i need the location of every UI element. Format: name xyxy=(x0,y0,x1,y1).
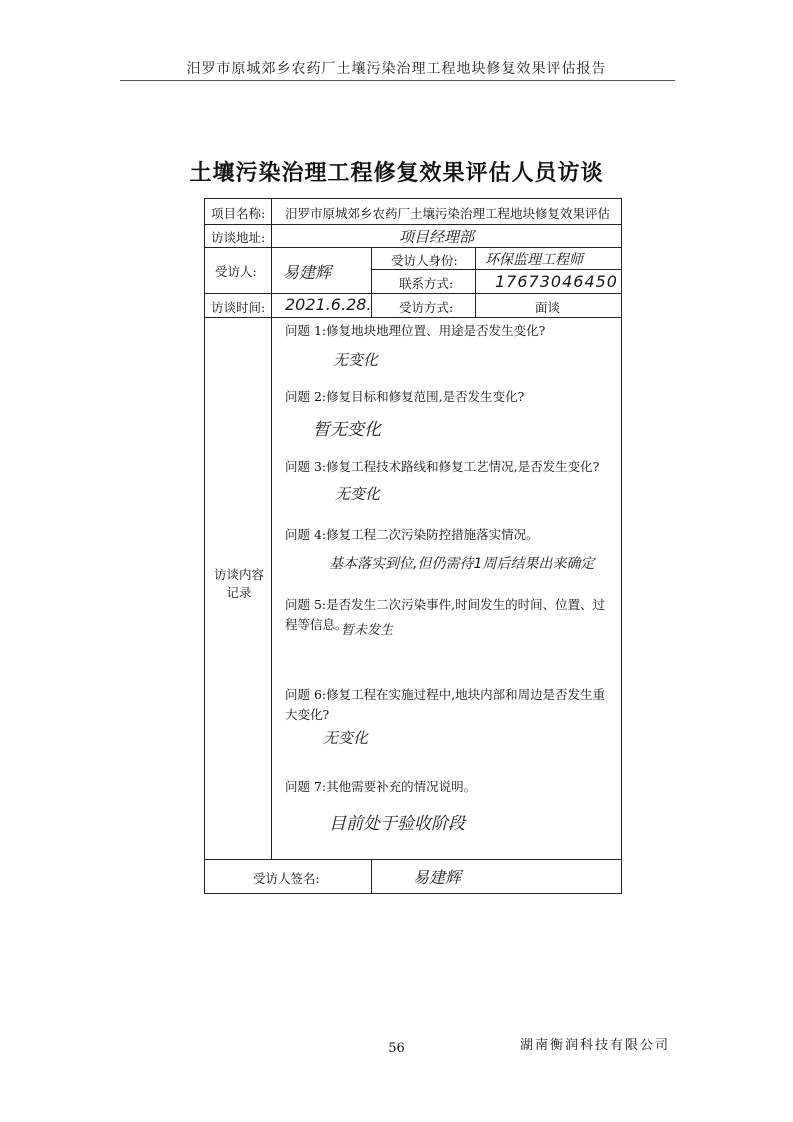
row-divider xyxy=(371,269,621,270)
record-label-line2: 记录 xyxy=(226,585,252,600)
contact-handwritten: 17673046450 xyxy=(495,272,618,291)
question-text: 是否发生二次污染事件,时间发生的时间、位置、过程等信息。 xyxy=(285,597,606,632)
question-text: 修复工程在实施过程中,地块内部和周边是否发生重大变化? xyxy=(285,687,606,722)
identity-label: 受访人身份: xyxy=(391,253,458,268)
question-7 xyxy=(285,777,615,797)
row-divider xyxy=(205,317,621,318)
question-6 xyxy=(285,685,615,725)
answer-6-handwritten: 无变化 xyxy=(323,729,369,747)
question-1 xyxy=(285,321,615,341)
method-label: 受访方式: xyxy=(399,300,454,315)
question-label: 问题 2: xyxy=(285,389,327,404)
signature-handwritten: 易建辉 xyxy=(413,868,462,887)
record-label-line1: 访谈内容 xyxy=(213,567,264,582)
question-text: 修复工程二次污染防控措施落实情况。 xyxy=(326,527,539,542)
question-text: 修复目标和修复范围,是否发生变化? xyxy=(326,389,525,404)
row-divider xyxy=(205,859,621,860)
interviewee-handwritten: 易建辉 xyxy=(283,263,332,282)
question-label: 问题 4: xyxy=(285,527,327,542)
project-name-label: 项目名称: xyxy=(211,206,266,221)
answer-3-handwritten: 无变化 xyxy=(335,485,381,503)
address-label: 访谈地址: xyxy=(211,230,266,245)
column-divider xyxy=(475,247,476,317)
record-label xyxy=(213,565,265,601)
report-header-title: 汨罗市原城郊乡农药厂土壤污染治理工程地块修复效果评估报告 xyxy=(186,61,607,77)
question-label: 问题 6: xyxy=(285,687,327,702)
interview-form xyxy=(204,198,622,894)
column-divider xyxy=(271,199,272,859)
question-3 xyxy=(285,457,615,477)
row-divider xyxy=(205,247,621,248)
interviewee-label: 受访人: xyxy=(215,264,257,279)
question-text: 修复地块地理位置、用途是否发生变化? xyxy=(326,323,546,338)
question-text: 其他需要补充的情况说明。 xyxy=(326,779,477,794)
question-text: 修复工程技术路线和修复工艺情况,是否发生变化? xyxy=(326,459,600,474)
question-2 xyxy=(285,387,615,407)
question-4 xyxy=(285,525,615,545)
answer-4-handwritten: 基本落实到位,但仍需待1周后结果出来确定 xyxy=(329,556,595,572)
question-label: 问题 7: xyxy=(285,779,327,794)
header-divider xyxy=(120,80,675,81)
address-handwritten: 项目经理部 xyxy=(399,228,475,246)
question-label: 问题 3: xyxy=(285,459,327,474)
column-divider xyxy=(371,859,372,893)
company-name: 湖南衡润科技有限公司 xyxy=(520,1038,671,1053)
page-number: 56 xyxy=(388,1041,405,1056)
project-name-value: 汨罗市原城郊乡农药厂土壤污染治理工程地块修复效果评估 xyxy=(285,206,611,221)
method-value: 面谈 xyxy=(535,300,561,315)
answer-7-handwritten: 目前处于验收阶段 xyxy=(329,814,465,834)
answer-5-handwritten: 暂未发生 xyxy=(341,623,394,638)
row-divider xyxy=(205,224,621,225)
time-label: 访谈时间: xyxy=(211,300,266,315)
signature-label: 受访人签名: xyxy=(253,871,320,886)
contact-label: 联系方式: xyxy=(399,276,454,291)
document-title: 土壤污染治理工程修复效果评估人员访谈 xyxy=(189,161,604,186)
answer-1-handwritten: 无变化 xyxy=(333,351,379,369)
question-label: 问题 5: xyxy=(285,597,327,612)
time-handwritten: 2021.6.28. xyxy=(285,295,372,314)
identity-handwritten: 环保监理工程师 xyxy=(485,252,583,268)
row-divider xyxy=(205,293,621,294)
question-5 xyxy=(285,595,615,635)
answer-2-handwritten: 暂无变化 xyxy=(313,420,381,440)
question-label: 问题 1: xyxy=(285,323,327,338)
